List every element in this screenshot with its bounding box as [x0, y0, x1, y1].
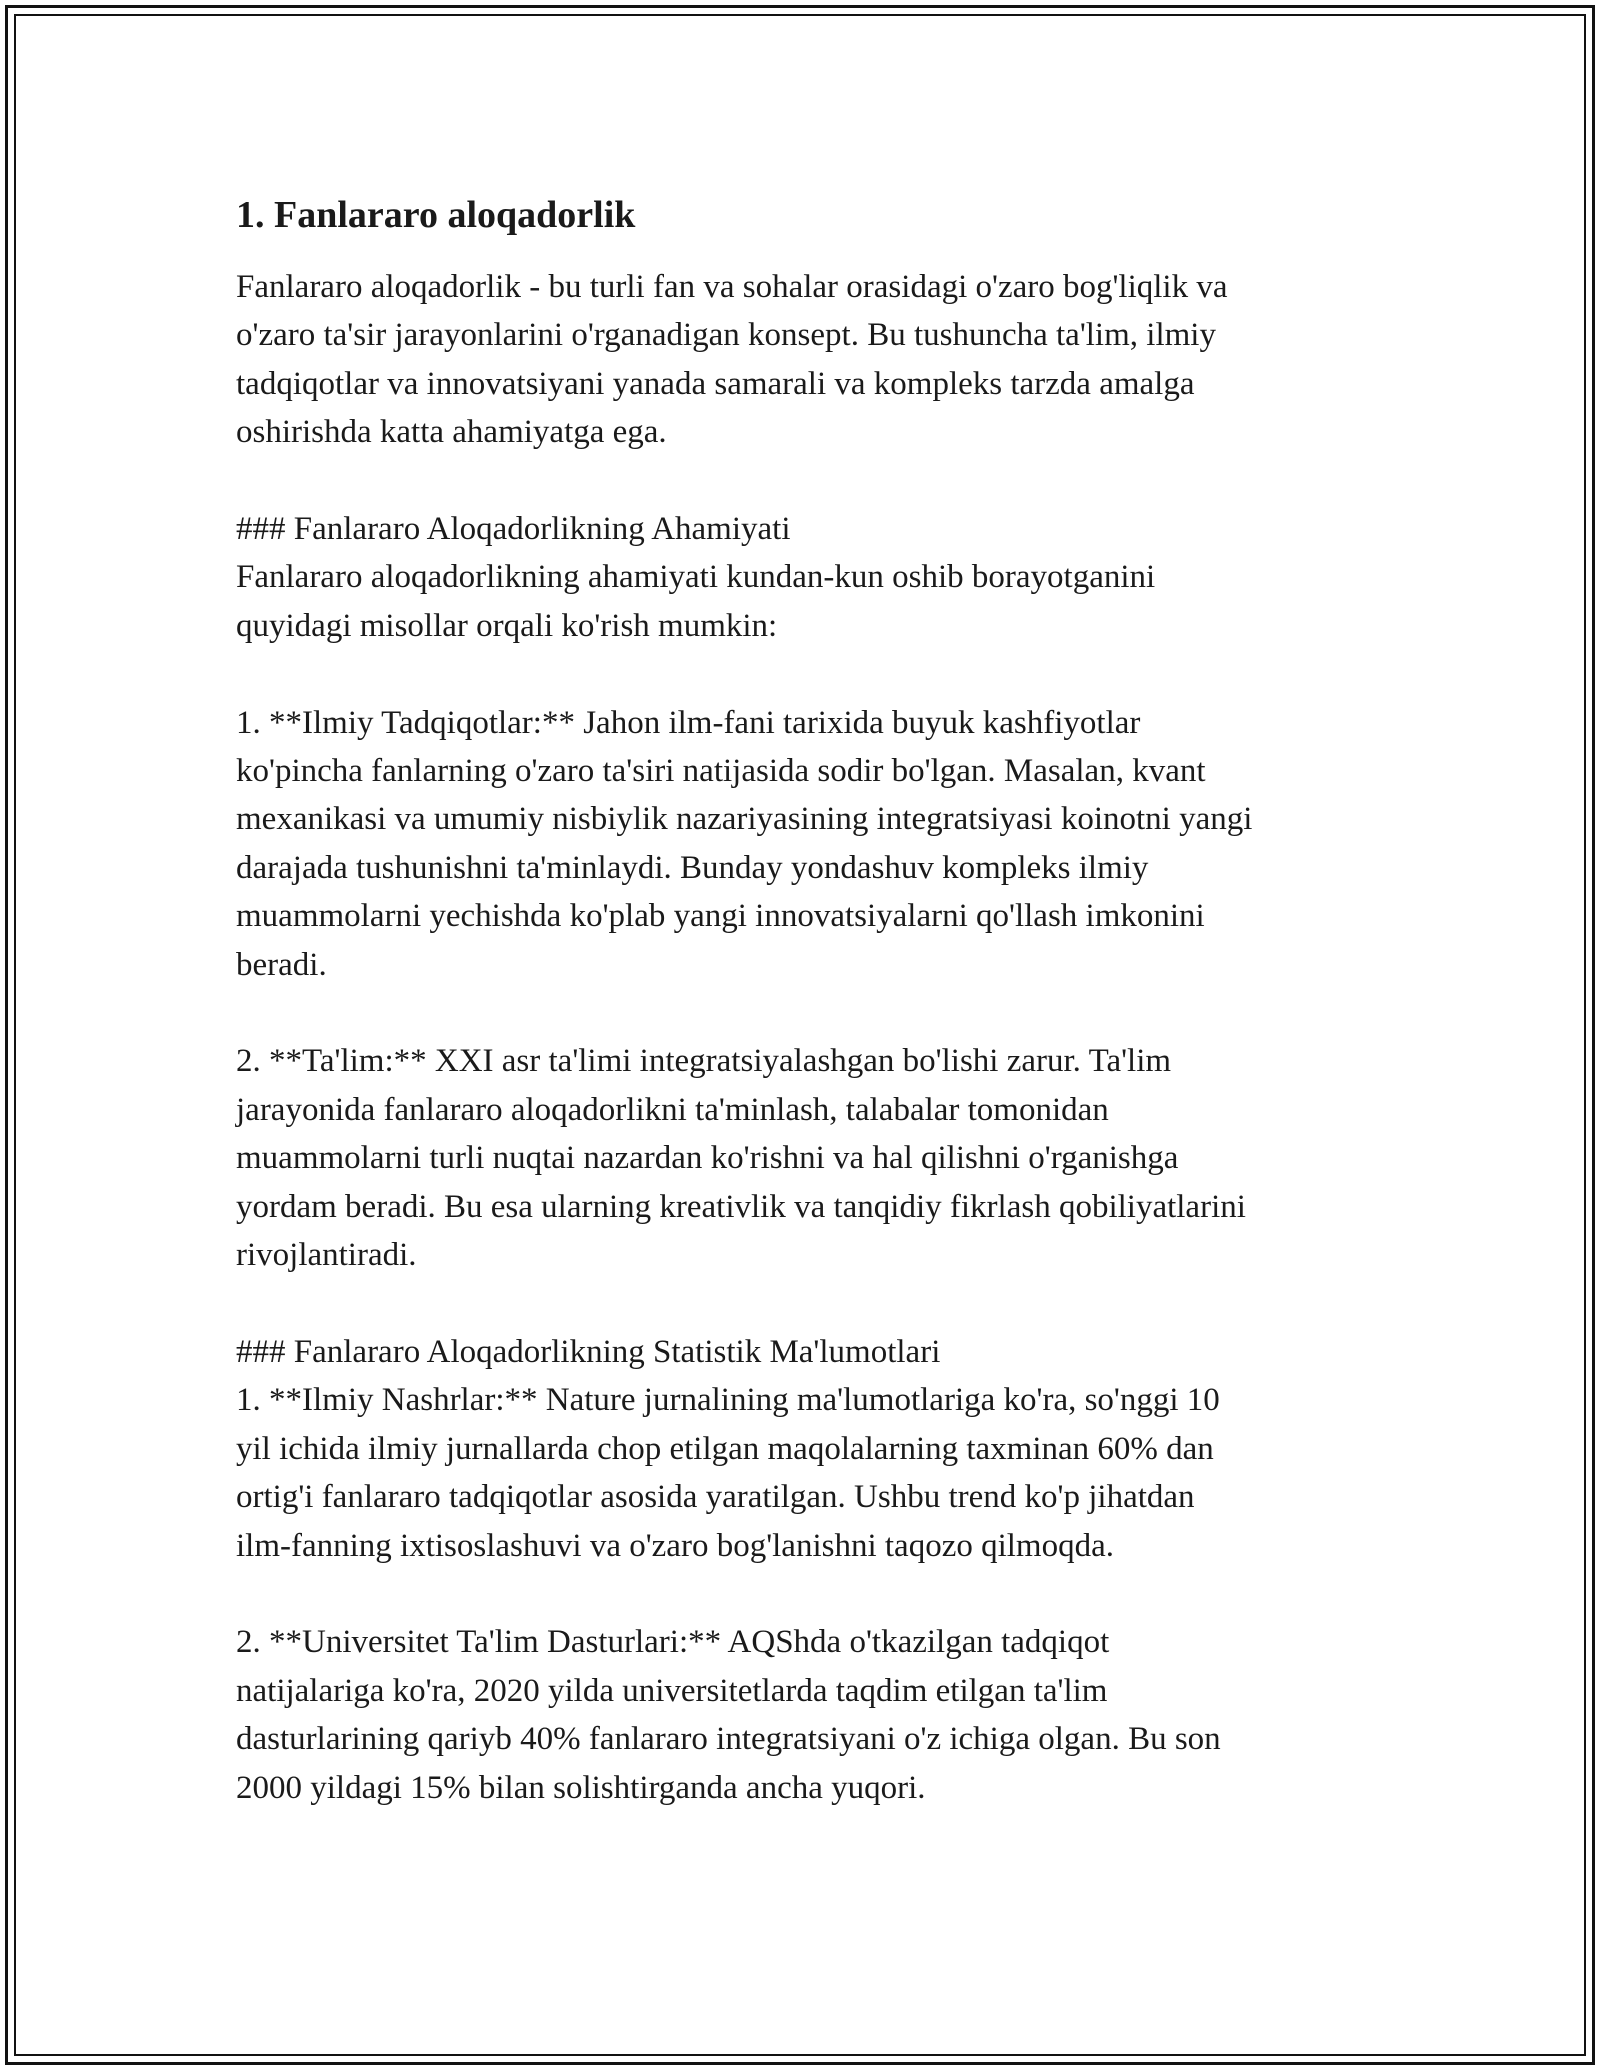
paragraph-gap: [236, 1570, 1376, 1618]
section-heading-statistics: ### Fanlararo Aloqadorlikning Statistik Ma'lumotlari: [236, 1333, 941, 1370]
text-line: natijalariga ko'ra, 2020 yilda universitetlarda taqdim etilgan ta'lim: [236, 1672, 1108, 1709]
text-line: 1. **Ilmiy Tadqiqotlar:** Jahon ilm-fani tarixida buyuk kashfiyotlar: [236, 704, 1141, 741]
section-statistics: [236, 1328, 1376, 1570]
list-item-university-programs: [236, 1618, 1376, 1812]
text-line: dasturlarining qariyb 40% fanlararo integratsiyani o'z ichiga olgan. Bu son: [236, 1721, 1221, 1758]
document-title: 1. Fanlararo aloqadorlik: [236, 194, 636, 236]
section-importance: [236, 505, 1376, 650]
text-line: 1. **Ilmiy Nashrlar:** Nature jurnalining ma'lumotlariga ko'ra, so'nggi 10: [236, 1382, 1220, 1419]
text-line: jarayonida fanlararo aloqadorlikni ta'minlash, talabalar tomonidan: [236, 1091, 1109, 1128]
text-line: darajada tushunishni ta'minlaydi. Bunday yondashuv kompleks ilmiy: [236, 849, 1149, 886]
text-line: quyidagi misollar orqali ko'rish mumkin:: [236, 607, 778, 644]
text-line: 2000 yildagi 15% bilan solishtirganda ancha yuqori.: [236, 1769, 926, 1806]
text-line: Fanlararo aloqadorlik - bu turli fan va sohalar orasidagi o'zaro bog'liqlik va: [236, 269, 1228, 305]
paragraph-gap: [236, 1279, 1376, 1327]
paragraph-gap: [236, 989, 1376, 1037]
text-line: rivojlantiradi.: [236, 1237, 417, 1274]
list-item-education: [236, 1037, 1376, 1279]
text-line: Fanlararo aloqadorlikning ahamiyati kundan-kun oshib borayotganini: [236, 559, 1156, 596]
text-line: 2. **Ta'lim:** XXI asr ta'limi integratsiyalashgan bo'lishi zarur. Ta'lim: [236, 1043, 1172, 1080]
section-heading-importance: ### Fanlararo Aloqadorlikning Ahamiyati: [236, 511, 791, 548]
text-line: ilm-fanning ixtisoslashuvi va o'zaro bog'lanishni taqozo qilmoqda.: [236, 1527, 1114, 1564]
text-line: ortig'i fanlararo tadqiqotlar asosida yaratilgan. Ushbu trend ko'p jihatdan: [236, 1479, 1195, 1516]
list-item-research: [236, 699, 1376, 989]
text-line: o'zaro ta'sir jarayonlarini o'rganadigan konsept. Bu tushuncha ta'lim, ilmiy: [236, 317, 1216, 354]
paragraph-gap: [236, 650, 1376, 698]
text-line: mexanikasi va umumiy nisbiylik nazariyasining integratsiyasi koinotni yangi: [236, 801, 1253, 838]
text-line: muammolarni turli nuqtai nazardan ko'rishni va hal qilishni o'rganishga: [236, 1140, 1179, 1177]
text-line: 2. **Universitet Ta'lim Dasturlari:** AQShda o'tkazilgan tadqiqot: [236, 1624, 1110, 1661]
paragraph-gap: [236, 457, 1376, 505]
text-line: yil ichida ilmiy jurnallarda chop etilgan maqolalarning taxminan 60% dan: [236, 1430, 1214, 1467]
document-body: [236, 183, 1376, 1812]
text-line: muammolarni yechishda ko'plab yangi innovatsiyalarni qo'llash imkonini: [236, 898, 1205, 935]
text-line: yordam beradi. Bu esa ularning kreativlik va tanqidiy fikrlash qobiliyatlarini: [236, 1188, 1246, 1225]
text-line: beradi.: [236, 946, 327, 983]
text-line: tadqiqotlar va innovatsiyani yanada samarali va kompleks tarzda amalga: [236, 365, 1195, 402]
intro-paragraph: [236, 263, 1376, 457]
text-line: ko'pincha fanlarning o'zaro ta'siri natijasida sodir bo'lgan. Masalan, kvant: [236, 753, 1206, 790]
text-line: oshirishda katta ahamiyatga ega.: [236, 414, 667, 451]
